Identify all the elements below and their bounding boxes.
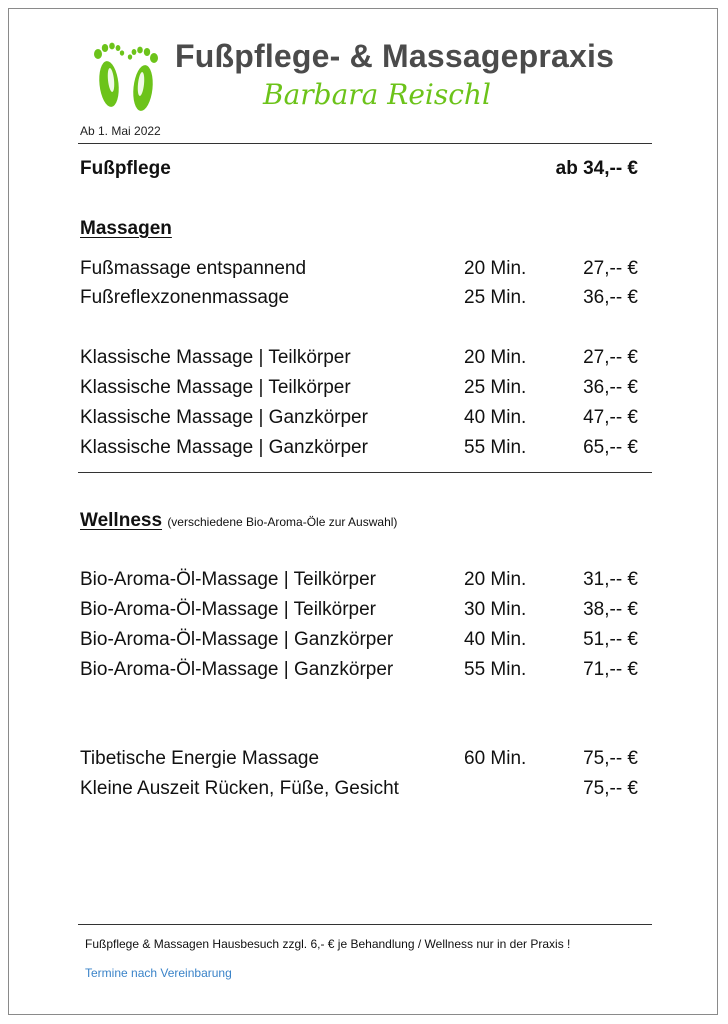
service-name: Tibetische Energie Massage (80, 748, 320, 769)
service-price: 51,-- € (583, 629, 638, 650)
service-price: ab 34,-- € (555, 158, 638, 179)
section-heading-massagen (80, 216, 172, 242)
service-price: 36,-- € (583, 377, 638, 398)
date-note: Ab 1. Mai 2022 (80, 124, 161, 138)
service-duration: 25 Min. (464, 377, 527, 398)
appointment-link[interactable]: Termine nach Vereinbarung (85, 966, 232, 980)
service-duration: 20 Min. (464, 347, 527, 368)
service-name: Bio-Aroma-Öl-Massage | Ganzkörper (80, 659, 394, 680)
divider-middle (78, 472, 652, 473)
service-name: Bio-Aroma-Öl-Massage | Ganzkörper (80, 629, 394, 650)
service-price: 31,-- € (583, 569, 638, 590)
service-price: 38,-- € (583, 599, 638, 620)
price-row (80, 405, 640, 431)
service-price: 27,-- € (583, 347, 638, 368)
brand-title: Fußpflege- & Massagepraxis (175, 38, 615, 74)
service-price: 27,-- € (583, 258, 638, 279)
service-name: Kleine Auszeit Rücken, Füße, Gesicht (80, 778, 399, 799)
price-row (80, 597, 640, 623)
service-name: Fußreflexzonenmassage (80, 287, 290, 308)
price-row-fusspflege (80, 156, 640, 182)
service-price: 71,-- € (583, 659, 638, 680)
price-row (80, 657, 640, 683)
divider-bottom (78, 924, 652, 925)
section-heading-wellness (80, 508, 397, 535)
price-row (80, 627, 640, 653)
price-row (80, 375, 640, 401)
service-name: Klassische Massage | Ganzkörper (80, 407, 368, 428)
service-name: Klassische Massage | Teilkörper (80, 377, 351, 398)
service-name: Bio-Aroma-Öl-Massage | Teilkörper (80, 599, 377, 620)
service-duration: 25 Min. (464, 287, 527, 308)
service-price: 65,-- € (583, 437, 638, 458)
section-title: Massagen (80, 218, 172, 239)
service-name: Fußmassage entspannend (80, 258, 307, 279)
service-name: Klassische Massage | Teilkörper (80, 347, 351, 368)
service-price: 75,-- € (583, 778, 638, 799)
section-title: Wellness (80, 510, 163, 531)
service-name: Fußpflege (80, 158, 171, 179)
service-price: 36,-- € (583, 287, 638, 308)
service-duration: 40 Min. (464, 629, 527, 650)
service-duration: 30 Min. (464, 599, 527, 620)
price-row (80, 776, 640, 802)
price-row (80, 345, 640, 371)
service-name: Bio-Aroma-Öl-Massage | Teilkörper (80, 569, 377, 590)
service-duration: 20 Min. (464, 258, 527, 279)
service-duration: 55 Min. (464, 437, 527, 458)
service-duration: 55 Min. (464, 659, 527, 680)
service-duration: 20 Min. (464, 569, 527, 590)
footprints-icon (90, 36, 162, 114)
price-row (80, 435, 640, 461)
price-row (80, 567, 640, 593)
service-duration: 60 Min. (464, 748, 527, 769)
price-row (80, 285, 640, 311)
service-duration: 40 Min. (464, 407, 527, 428)
footer-note: Fußpflege & Massagen Hausbesuch zzgl. 6,- € je Behandlung / Wellness nur in der Praxis ! (85, 937, 571, 951)
divider-top (78, 143, 652, 144)
price-row (80, 256, 640, 282)
service-price: 75,-- € (583, 748, 638, 769)
service-price: 47,-- € (583, 407, 638, 428)
section-note: (verschiedene Bio-Aroma-Öle zur Auswahl) (167, 515, 398, 529)
service-name: Klassische Massage | Ganzkörper (80, 437, 368, 458)
price-row (80, 746, 640, 772)
brand-subtitle: Barbara Reischl (263, 78, 491, 111)
